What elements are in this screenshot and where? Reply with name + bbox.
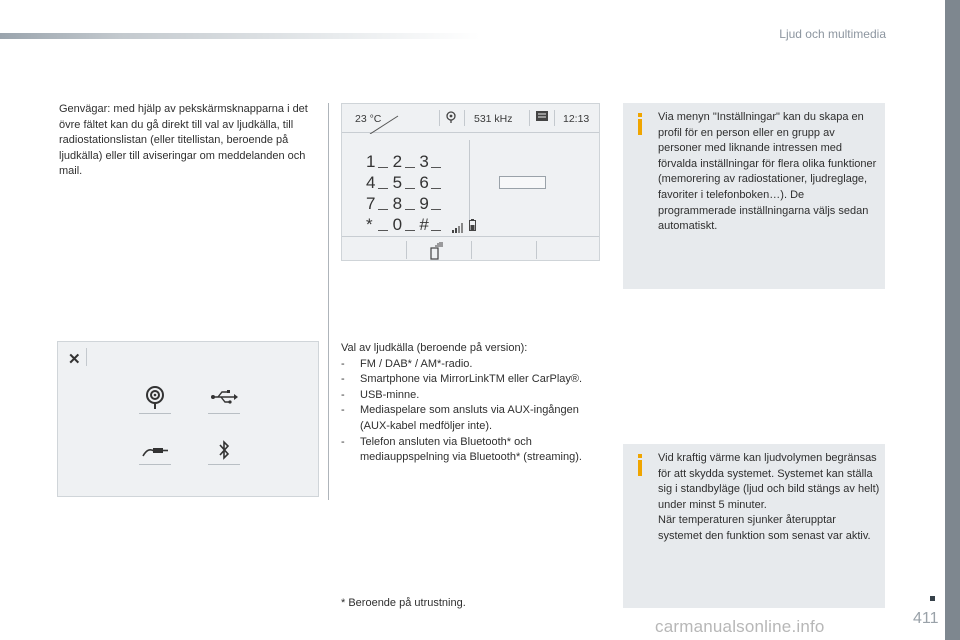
list-item: - Mediaspelare som ansluts via AUX-ingången (AUX-kabel medföljer inte). xyxy=(341,403,586,434)
keypad-key-9[interactable]: 9 xyxy=(419,193,446,214)
keypad-row xyxy=(366,193,446,214)
keypad-key-0[interactable]: 0 xyxy=(393,214,420,235)
keypad-key-2[interactable]: 2 xyxy=(393,151,420,172)
watermark: carmanualsonline.info xyxy=(655,617,825,636)
divider-line xyxy=(328,103,329,500)
keypad-key-8[interactable]: 8 xyxy=(393,193,420,214)
screen-bottom-bar xyxy=(342,236,599,263)
info-text-heat: Vid kraftig värme kan ljudvolymen begränsas för att skydda systemet. Systemet kan ställa sig i standbyläge (ljud och bild stängs av helt) under minst 5 minuter. xyxy=(658,452,880,511)
info-box-settings xyxy=(623,103,885,289)
keypad-row xyxy=(366,151,446,172)
audio-source-list xyxy=(341,341,586,466)
info-text-resume: När temperaturen sjunker återupptar systemet den funktion som senast var aktiv. xyxy=(658,514,871,542)
keypad-key-star[interactable]: * xyxy=(366,214,393,235)
list-item: - Telefon ansluten via Bluetooth* och mediauppspelning via Bluetooth* (streaming). xyxy=(341,435,586,466)
keypad-key-4[interactable]: 4 xyxy=(366,172,393,193)
source-list-intro: Val av ljudkälla (beroende på version): xyxy=(341,342,528,354)
frequency-readout: 531 kHz xyxy=(474,113,513,125)
aux-cable-icon[interactable] xyxy=(139,434,171,466)
keypad-key-3[interactable]: 3 xyxy=(419,151,446,172)
keypad-key-7[interactable]: 7 xyxy=(366,193,393,214)
info-text-settings: Via menyn "Inställningar" kan du skapa en profil för en person eller en grupp av personer med liknande intressen med förvalda inställningar för flera olika funktioner (memorering av radiostationer, ljudreglage, favoriter i telefonboken…). De programmerade inställningarna väljs sedan automatiskt. xyxy=(658,111,877,233)
keypad-row xyxy=(366,214,446,235)
phone-screen-illustration xyxy=(341,103,600,261)
keypad-key-5[interactable]: 5 xyxy=(393,172,420,193)
clock-readout: 12:13 xyxy=(563,113,590,125)
pointer-line xyxy=(342,104,601,134)
close-icon[interactable]: ✕ xyxy=(68,351,81,368)
footnote: * Beroende på utrustning. xyxy=(341,597,466,609)
shortcuts-paragraph: Genvägar: med hjälp av pekskärmsknapparna i det övre fältet kan du gå direkt till val av ljudkälla, till radiostationslistan (eller titellistan, beroende på ljudkälla) eller till aviseringar om meddelanden och mail. xyxy=(59,103,308,178)
source-selection-illustration xyxy=(57,341,319,497)
bluetooth-icon[interactable] xyxy=(208,434,240,466)
dial-keypad xyxy=(366,151,446,235)
list-item: - USB-minne. xyxy=(341,388,586,404)
page-edge-bar xyxy=(945,0,960,640)
keypad-key-1[interactable]: 1 xyxy=(366,151,393,172)
list-item: - Smartphone via MirrorLinkTM eller CarPlay®. xyxy=(341,372,586,388)
keypad-key-6[interactable]: 6 xyxy=(419,172,446,193)
usb-icon[interactable] xyxy=(208,381,240,413)
keypad-key-hash[interactable]: # xyxy=(419,214,446,235)
section-title: Ljud och multimedia xyxy=(779,27,886,41)
info-box-heat xyxy=(623,444,885,608)
header-rule xyxy=(0,33,480,39)
dial-number-field[interactable] xyxy=(499,176,546,189)
list-item: - FM / DAB* / AM*-radio. xyxy=(341,357,586,373)
info-icon xyxy=(637,454,641,474)
page-marker xyxy=(930,596,935,601)
keypad-row xyxy=(366,172,446,193)
temperature-readout: 23 °C xyxy=(355,113,382,125)
radio-icon[interactable] xyxy=(139,381,171,413)
phone-icon[interactable] xyxy=(430,242,444,265)
page-number: 411 xyxy=(913,610,939,627)
phone-battery-icon xyxy=(469,218,476,236)
info-icon xyxy=(637,113,641,133)
